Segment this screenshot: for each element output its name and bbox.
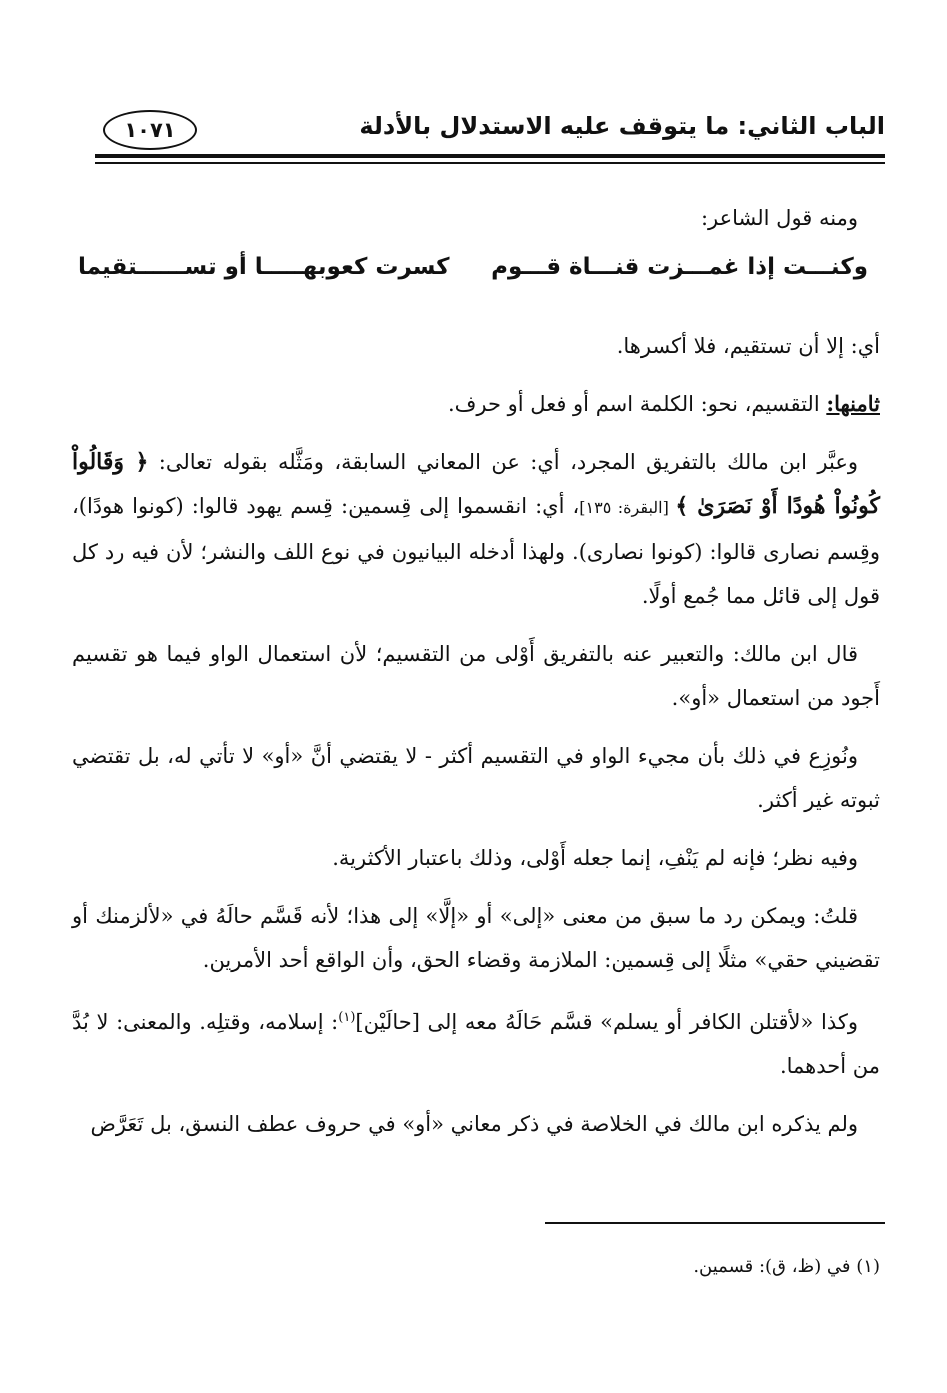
paragraph-8-start: وكذا «لأقتلن الكافر أو يسلم» قسَّم حَالَهُ معه إلى [حالَيْن] [355, 1010, 858, 1034]
verse-intro: ومنه قول الشاعر: [700, 206, 858, 230]
paragraph-5: ونُوزِع في ذلك بأن مجيء الواو في التقسيم أكثر - لا يقتضي أنَّ «أو» لا تأتي له، بل تقتضي ثبوته غير أكثر. [72, 744, 880, 812]
poetry-verse [72, 250, 880, 304]
footnote-marker: (١) [338, 1010, 356, 1025]
paragraph-3 [72, 440, 880, 618]
main-text [72, 196, 880, 1146]
paragraph-1: أي: إلا أن تستقيم، فلا أكسرها. [616, 334, 880, 358]
footnote-separator [545, 1222, 885, 1224]
verse-first-hemistich: وكنـــت إذا غمـــزت قنـــاة قـــوم [491, 254, 868, 280]
footnote-text: (١) في (ظ، ق): قسمين. [693, 1256, 880, 1277]
paragraph-3-body: ، أي: انقسموا إلى قِسمين: قِسم يهود قالوا: (كونوا هودًا)، وقِسم نصارى قالوا: (كونوا نصارى). ولهذا أدخله البيانيون في نوع اللف والنشر؛ لأن فيه رد كل قول إلى قائل مما جُمع أولًا. [72, 494, 880, 608]
paragraph-7: قلتُ: ويمكن رد ما سبق من معنى «إلى» أو «إلَّا» إلى هذا؛ لأنه قَسَّم حالَهُ في «لألزمنك أو تقضيني حقي» مثلًا إلى قِسمين: الملازمة وقضاء الحق، وأن الواقع أحد الأمرين. [72, 904, 880, 972]
header-rule-thin [95, 162, 885, 164]
chapter-title: الباب الثاني: ما يتوقف عليه الاستدلال بالأدلة [359, 112, 885, 140]
paragraph-2 [72, 382, 880, 426]
paragraph-9: ولم يذكره ابن مالك في الخلاصة في ذكر معاني «أو» في حروف عطف النسق، بل تَعَرَّض [90, 1112, 858, 1136]
paragraph-2-text: التقسيم، نحو: الكلمة اسم أو فعل أو حرف. [447, 392, 827, 416]
paragraph-3-intro: وعبَّر ابن مالك بالتفريق المجرد، أي: عن المعاني السابقة، ومَثَّله بقوله تعالى: [148, 450, 859, 474]
paragraph-8 [72, 996, 880, 1088]
paragraph-8-end: : إسلامه، وقتلِه. والمعنى: لا بُدَّ من أحدهما. [72, 1010, 880, 1078]
verse-second-hemistich: كسرت كعوبهـــــا أو تســــــتقيما [78, 254, 450, 280]
paragraph-4: قال ابن مالك: والتعبير عنه بالتفريق أَوْلى من التقسيم؛ لأن استعمال الواو فيما هو تقسيم أَجود من استعمال «أو». [72, 642, 880, 710]
page-number-badge: ١٠٧١ [103, 110, 197, 150]
quran-verse: ﴿ وَقَالُواْ كُونُواْ هُودًا أَوْ نَصَرَىٰ ﴾ [72, 449, 880, 519]
running-header [95, 108, 885, 154]
section-lead-word: ثامنها: [826, 391, 880, 416]
paragraph-6: وفيه نظر؛ فإنه لم يَنْفِ، إنما جعله أَوْلى، وذلك باعتبار الأكثرية. [332, 846, 858, 870]
quran-reference: [البقرة: ١٣٥] [579, 498, 676, 517]
header-rule-thick [95, 154, 885, 158]
